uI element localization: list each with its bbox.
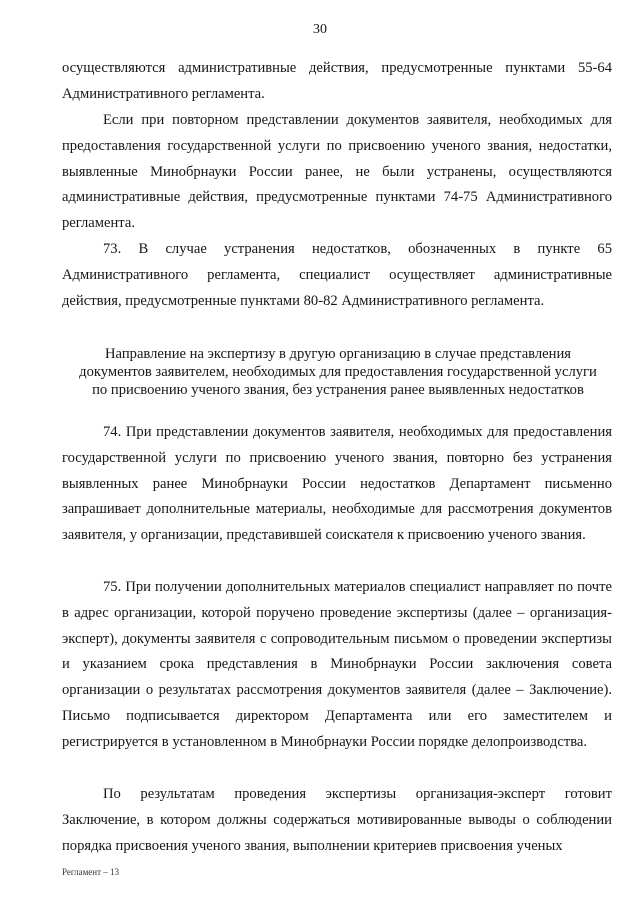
paragraph-73: 73. В случае устранения недостатков, обозначенных в пункте 65 Административного регламента, специалист осуществляет административные действия, предусмотренные пунктами 80-82 Административного регламента. xyxy=(62,241,612,309)
footer-note: Регламент – 13 xyxy=(62,867,120,877)
paragraph-75: 75. При получении дополнительных материалов специалист направляет по почте в адрес организации, которой поручено проведение экспертизы (далее – организация-эксперт), документы заявителя с сопроводительным письмом о проведении экспертизы и указанием срока представления в Минобрнауки России заключения совета организации о результатах рассмотрения документов заявителя (далее – Заключение). Письмо подписывается директором Департамента или его заместителем и регистрируется в установленном в Минобрнауки России порядке делопроизводства. xyxy=(62,579,612,750)
paragraph-74: 74. При представлении документов заявителя, необходимых для предоставления государственной услуги по присвоению ученого звания, повторно без устранения выявленных ранее Минобрнауки России недостатков Департамент письменно запрашивает дополнительные материалы, необходимые для рассмотрения документов заявителя, у организации, представившей соискателя к присвоению ученого звания. xyxy=(62,424,612,544)
paragraph-continuation: осуществляются административные действия, предусмотренные пунктами 55-64 Административного регламента. xyxy=(62,60,612,102)
paragraph-expert-conclusion: По результатам проведения экспертизы организация-эксперт готовит Заключение, в котором должны содержаться мотивированные выводы о соблюдении порядка присвоения ученого звания, выполнении критериев присвоения ученых xyxy=(62,786,612,854)
page-number: 30 xyxy=(313,22,327,37)
section-heading: Направление на экспертизу в другую организацию в случае представления документов заявителем, необходимых для предоставления государственной услуги по присвоению ученого звания, без устранения ранее выявленных недостатков xyxy=(79,346,597,398)
paragraph-repeat-submission: Если при повторном представлении документов заявителя, необходимых для предоставления государственной услуги по присвоению ученого звания, недостатки, выявленные Минобрнауки России ранее, не были устранены, осуществляются административные действия, предусмотренные пунктами 74-75 Административного регламента. xyxy=(62,112,612,232)
